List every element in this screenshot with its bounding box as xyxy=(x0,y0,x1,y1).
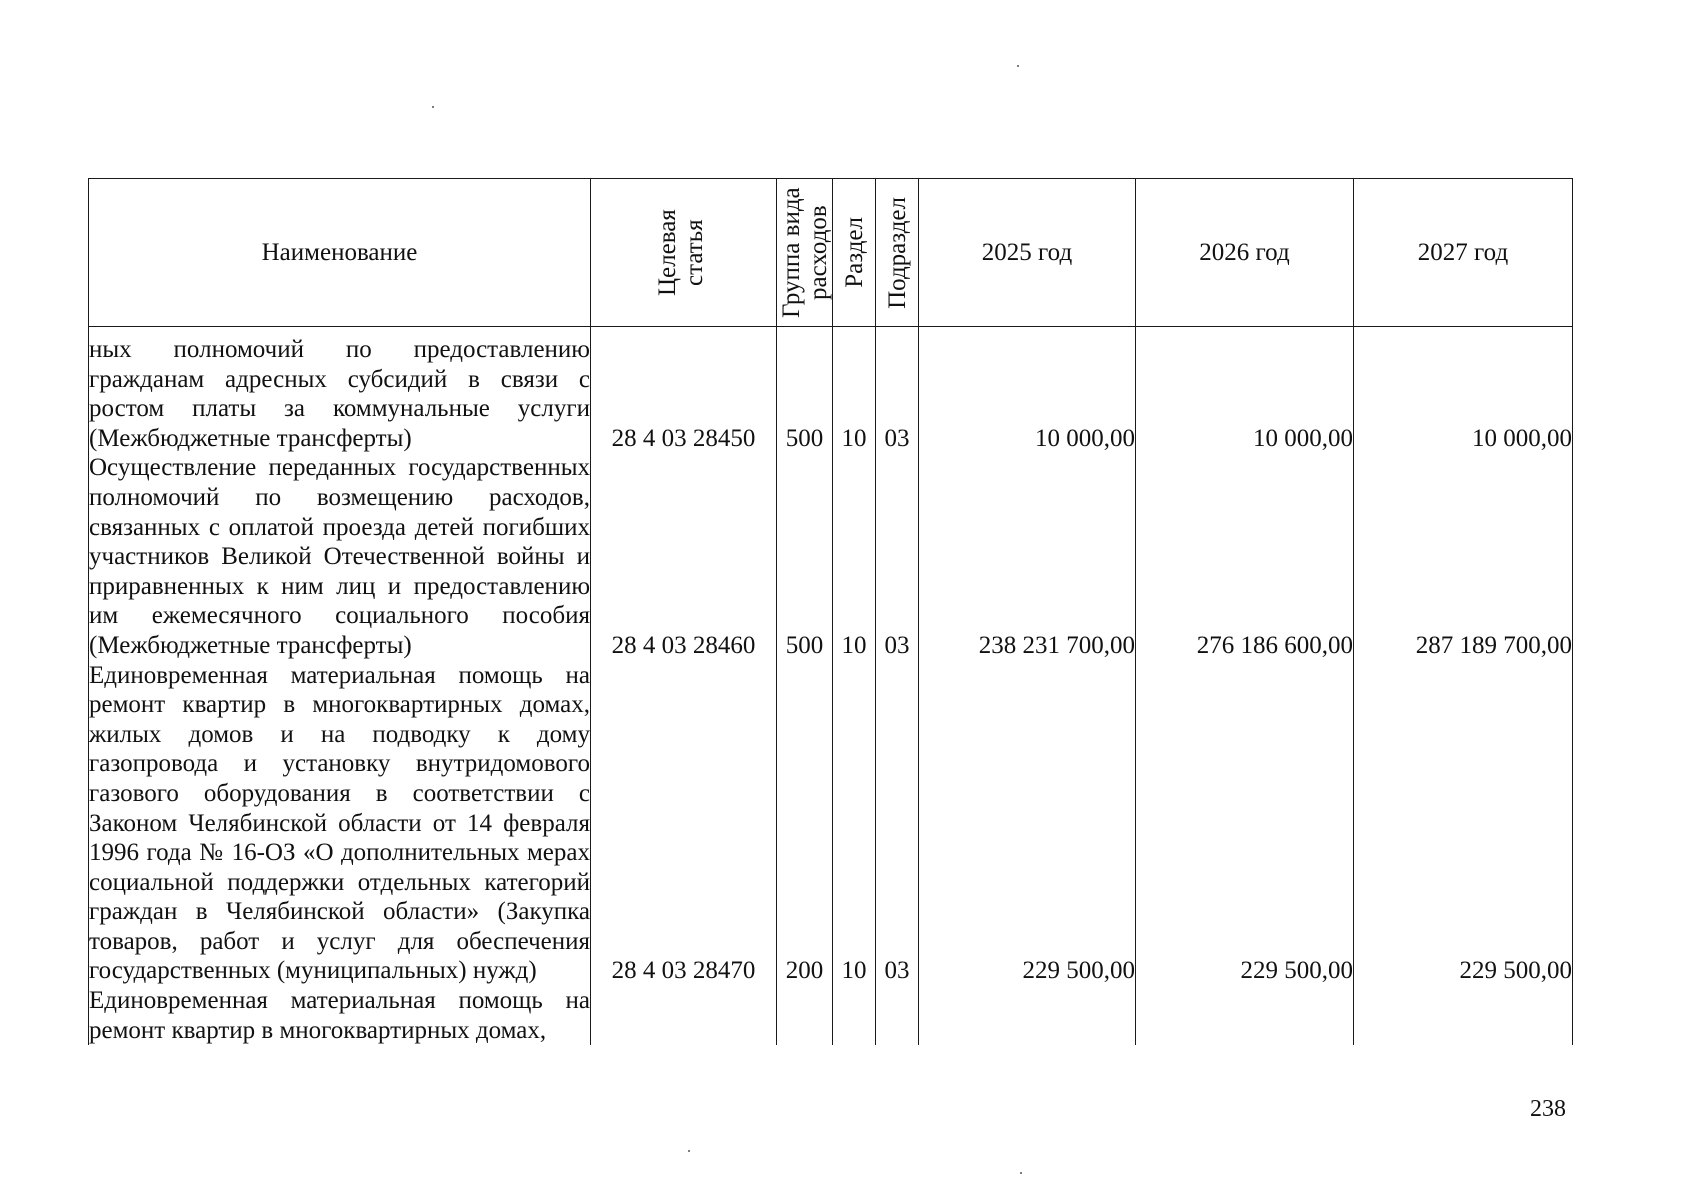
header-expense-group-label: Группа вида расходов xyxy=(777,187,832,318)
table-header-row xyxy=(89,179,1573,327)
header-section xyxy=(833,179,876,327)
row-section: 10 xyxy=(833,327,876,454)
header-year-2026 xyxy=(1136,179,1354,327)
header-expense-group xyxy=(777,179,833,327)
page-number: 238 xyxy=(1530,1096,1566,1122)
row-amount-2025: 229 500,00 xyxy=(919,661,1136,987)
row-amount-2025 xyxy=(919,986,1136,1045)
row-name: Единовременная материальная помощь на ремонт квартир в многоквартирных домах, жилых домов и на подводку к дому газопровода и установку внутридомового газового оборудования в соответствии с Законом Челябинской области от 14 февраля 1996 года № 16-ОЗ «О дополнительных мерах социальной поддержки отдельных категорий граждан в Челябинской области» (Закупка товаров, работ и услуг для обеспечения государственных (муниципальных) нужд) xyxy=(89,661,590,985)
row-section: 10 xyxy=(833,453,876,660)
row-subsection xyxy=(876,986,919,1045)
row-section: 10 xyxy=(833,661,876,987)
row-amount-2026: 229 500,00 xyxy=(1136,661,1354,987)
row-amount-2026: 276 186 600,00 xyxy=(1136,453,1354,660)
row-amount-2027: 287 189 700,00 xyxy=(1354,453,1573,660)
table-row xyxy=(89,327,1573,454)
row-amount-2027 xyxy=(1354,986,1573,1045)
scan-speck xyxy=(1017,65,1019,67)
row-name: ных полномочий по предоставлению гражданам адресных субсидий в связи с ростом платы за коммунальные услуги (Межбюджетные трансферты) xyxy=(89,327,591,454)
table-row xyxy=(89,453,1573,660)
table-row xyxy=(89,661,1573,987)
header-year-2027 xyxy=(1354,179,1573,327)
header-subsection xyxy=(876,179,919,327)
header-year-2027-label: 2027 год xyxy=(1417,238,1509,266)
row-subsection: 03 xyxy=(876,453,919,660)
row-name: Единовременная материальная помощь на ремонт квартир в многоквартирных домах, xyxy=(89,987,590,1044)
row-target-article: 28 4 03 28460 xyxy=(591,453,777,660)
table-row xyxy=(89,986,1573,1045)
scan-speck xyxy=(432,106,434,108)
row-amount-2027: 10 000,00 xyxy=(1354,327,1573,454)
header-name xyxy=(89,179,591,327)
header-target-article xyxy=(591,179,777,327)
header-name-label: Наименование xyxy=(261,238,418,266)
row-amount-2025: 10 000,00 xyxy=(919,327,1136,454)
row-subsection: 03 xyxy=(876,327,919,454)
row-amount-2027: 229 500,00 xyxy=(1354,661,1573,987)
row-expense-group xyxy=(777,986,833,1045)
header-year-2025-label: 2025 год xyxy=(981,238,1073,266)
row-target-article: 28 4 03 28470 xyxy=(591,661,777,987)
scan-speck xyxy=(1020,1172,1022,1174)
row-amount-2026: 10 000,00 xyxy=(1136,327,1354,454)
header-subsection-label: Подраздел xyxy=(883,196,911,309)
row-section xyxy=(833,986,876,1045)
row-expense-group: 500 xyxy=(777,453,833,660)
row-expense-group: 200 xyxy=(777,661,833,987)
budget-table-container xyxy=(88,178,1572,1076)
row-target-article: 28 4 03 28450 xyxy=(591,327,777,454)
header-year-2025 xyxy=(919,179,1136,327)
row-target-article xyxy=(591,986,777,1045)
row-subsection: 03 xyxy=(876,661,919,987)
header-section-label: Раздел xyxy=(840,217,868,288)
row-expense-group: 500 xyxy=(777,327,833,454)
header-target-article-label: Целевая статья xyxy=(653,209,708,296)
row-amount-2025: 238 231 700,00 xyxy=(919,453,1136,660)
budget-table xyxy=(88,178,1573,1045)
row-amount-2026 xyxy=(1136,986,1354,1045)
scan-speck xyxy=(688,1150,690,1152)
header-year-2026-label: 2026 год xyxy=(1199,238,1290,266)
row-name: Осуществление переданных государственных полномочий по возмещению расходов, связанных с оплатой проезда детей погибших участников Великой Отечественной войны и приравненных к ним лиц и предоставлению им ежемесячного социального пособия (Межбюджетные трансферты) xyxy=(89,454,590,659)
